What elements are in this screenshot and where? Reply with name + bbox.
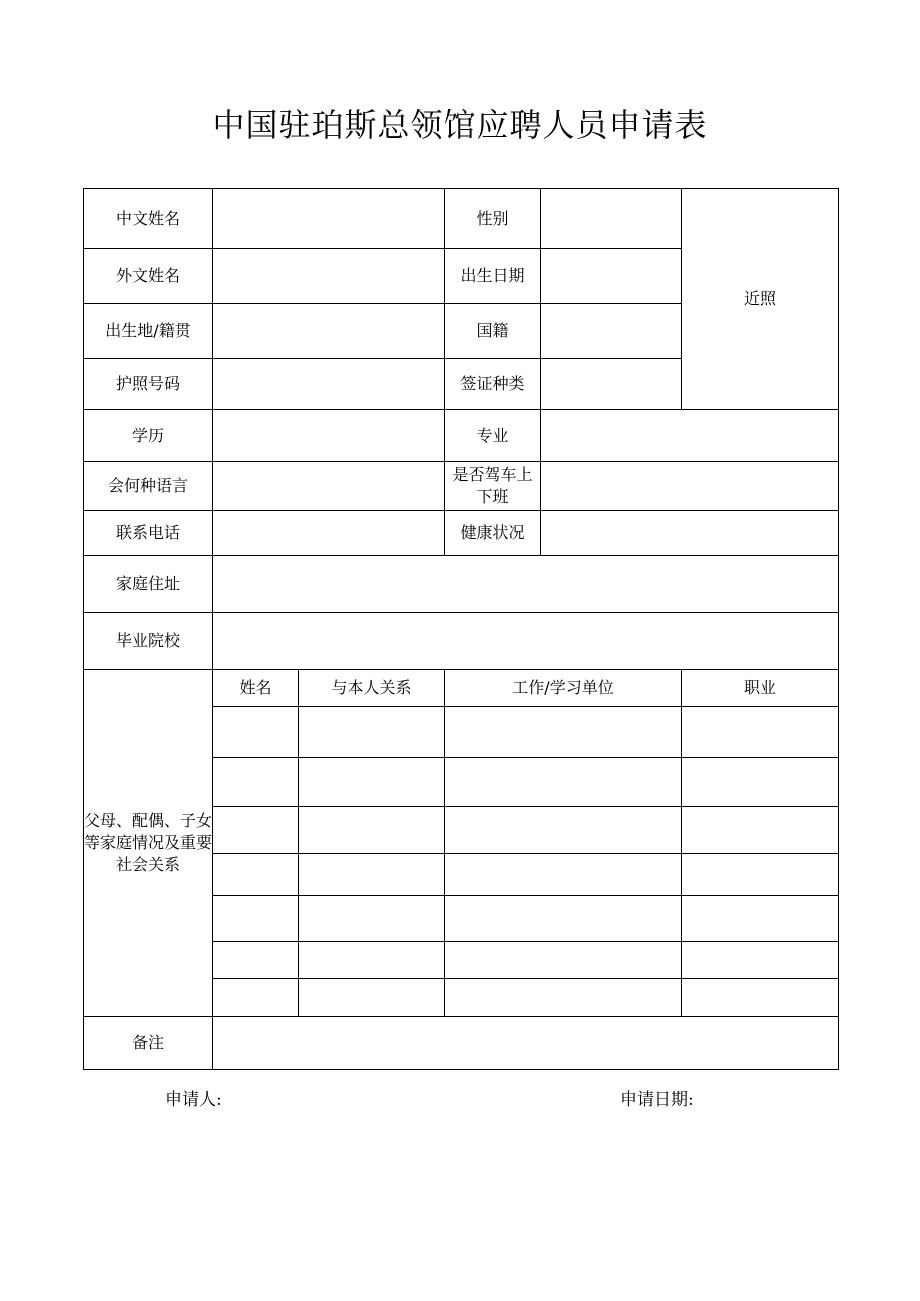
health-label: 健康状况 bbox=[445, 511, 541, 556]
family-name-cell[interactable] bbox=[213, 896, 299, 942]
phone-field[interactable] bbox=[213, 511, 445, 556]
family-relation-cell[interactable] bbox=[299, 707, 445, 758]
nationality-label: 国籍 bbox=[445, 304, 541, 359]
remarks-label: 备注 bbox=[84, 1017, 213, 1070]
family-name-cell[interactable] bbox=[213, 942, 299, 979]
nationality-field[interactable] bbox=[541, 304, 682, 359]
major-label: 专业 bbox=[445, 410, 541, 462]
family-work-unit-cell[interactable] bbox=[445, 896, 682, 942]
major-field[interactable] bbox=[541, 410, 839, 462]
family-relations-label: 父母、配偶、子女等家庭情况及重要社会关系 bbox=[84, 670, 213, 1017]
chinese-name-field[interactable] bbox=[213, 189, 445, 249]
family-occupation-cell[interactable] bbox=[682, 979, 839, 1017]
drive-to-work-label: 是否驾车上下班 bbox=[445, 462, 541, 511]
visa-type-field[interactable] bbox=[541, 359, 682, 410]
birthplace-field[interactable] bbox=[213, 304, 445, 359]
passport-no-field[interactable] bbox=[213, 359, 445, 410]
family-name-cell[interactable] bbox=[213, 758, 299, 807]
family-work-unit-cell[interactable] bbox=[445, 854, 682, 896]
family-work-unit-cell[interactable] bbox=[445, 942, 682, 979]
foreign-name-label: 外文姓名 bbox=[84, 249, 213, 304]
application-date-label: 申请日期: bbox=[620, 1090, 694, 1110]
gender-field[interactable] bbox=[541, 189, 682, 249]
family-name-header: 姓名 bbox=[213, 670, 299, 707]
family-occupation-cell[interactable] bbox=[682, 758, 839, 807]
family-relation-cell[interactable] bbox=[299, 758, 445, 807]
birth-date-field[interactable] bbox=[541, 249, 682, 304]
family-relation-header: 与本人关系 bbox=[299, 670, 445, 707]
applicant-signature-label: 申请人: bbox=[165, 1090, 222, 1110]
family-name-cell[interactable] bbox=[213, 854, 299, 896]
education-label: 学历 bbox=[84, 410, 213, 462]
family-occupation-cell[interactable] bbox=[682, 707, 839, 758]
health-field[interactable] bbox=[541, 511, 839, 556]
birthplace-label: 出生地/籍贯 bbox=[84, 304, 213, 359]
visa-type-label: 签证种类 bbox=[445, 359, 541, 410]
family-occupation-cell[interactable] bbox=[682, 854, 839, 896]
graduated-from-field[interactable] bbox=[213, 613, 839, 670]
family-relation-cell[interactable] bbox=[299, 807, 445, 854]
education-field[interactable] bbox=[213, 410, 445, 462]
family-work-unit-cell[interactable] bbox=[445, 979, 682, 1017]
languages-field[interactable] bbox=[213, 462, 445, 511]
family-name-cell[interactable] bbox=[213, 707, 299, 758]
form-title: 中国驻珀斯总领馆应聘人员申请表 bbox=[212, 106, 708, 144]
family-occupation-cell[interactable] bbox=[682, 807, 839, 854]
family-work-unit-header: 工作/学习单位 bbox=[445, 670, 682, 707]
birth-date-label: 出生日期 bbox=[445, 249, 541, 304]
phone-label: 联系电话 bbox=[84, 511, 213, 556]
family-name-cell[interactable] bbox=[213, 807, 299, 854]
foreign-name-field[interactable] bbox=[213, 249, 445, 304]
family-relation-cell[interactable] bbox=[299, 979, 445, 1017]
family-relation-cell[interactable] bbox=[299, 854, 445, 896]
family-work-unit-cell[interactable] bbox=[445, 758, 682, 807]
remarks-field[interactable] bbox=[213, 1017, 839, 1070]
passport-no-label: 护照号码 bbox=[84, 359, 213, 410]
family-relation-cell[interactable] bbox=[299, 942, 445, 979]
home-address-field[interactable] bbox=[213, 556, 839, 613]
languages-label: 会何种语言 bbox=[84, 462, 213, 511]
drive-to-work-field[interactable] bbox=[541, 462, 839, 511]
family-work-unit-cell[interactable] bbox=[445, 707, 682, 758]
home-address-label: 家庭住址 bbox=[84, 556, 213, 613]
family-occupation-cell[interactable] bbox=[682, 896, 839, 942]
family-occupation-header: 职业 bbox=[682, 670, 839, 707]
gender-label: 性别 bbox=[445, 189, 541, 249]
chinese-name-label: 中文姓名 bbox=[84, 189, 213, 249]
family-relation-cell[interactable] bbox=[299, 896, 445, 942]
family-occupation-cell[interactable] bbox=[682, 942, 839, 979]
family-work-unit-cell[interactable] bbox=[445, 807, 682, 854]
family-name-cell[interactable] bbox=[213, 979, 299, 1017]
graduated-from-label: 毕业院校 bbox=[84, 613, 213, 670]
application-form-table bbox=[83, 188, 839, 1070]
photo-box[interactable]: 近照 bbox=[682, 189, 839, 410]
